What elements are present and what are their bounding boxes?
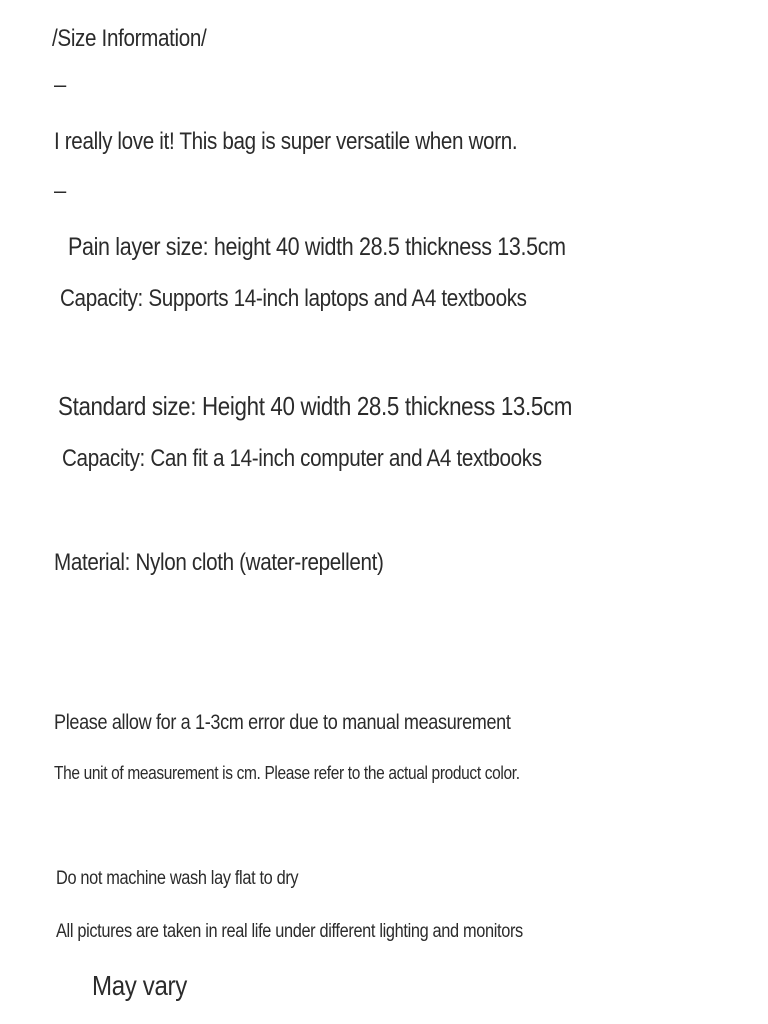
divider-dash: – <box>54 178 66 203</box>
standard-size-text: Standard size: Height 40 width 28.5 thickness 13.5cm <box>58 391 573 421</box>
care-instructions: Do not machine wash lay flat to dry <box>56 868 299 889</box>
pictures-note: All pictures are taken in real life under different lighting and monitors <box>56 921 523 942</box>
divider-dash: – <box>54 72 66 97</box>
material-text: Material: Nylon cloth (water-repellent) <box>54 549 384 576</box>
pain-layer-size-text: Pain layer size: height 40 width 28.5 thickness 13.5cm <box>68 233 566 261</box>
unit-note: The unit of measurement is cm. Please refer to the actual product color. <box>54 763 520 783</box>
may-vary-text: May vary <box>92 970 187 1001</box>
pain-layer-capacity-text: Capacity: Supports 14-inch laptops and A4 textbooks <box>60 285 527 312</box>
measurement-error-note: Please allow for a 1-3cm error due to manual measurement <box>54 711 511 734</box>
page-title: /Size Information/ <box>52 25 207 52</box>
standard-capacity-text: Capacity: Can fit a 14-inch computer and A4 textbooks <box>62 445 542 472</box>
review-text: I really love it! This bag is super versatile when worn. <box>54 128 518 155</box>
